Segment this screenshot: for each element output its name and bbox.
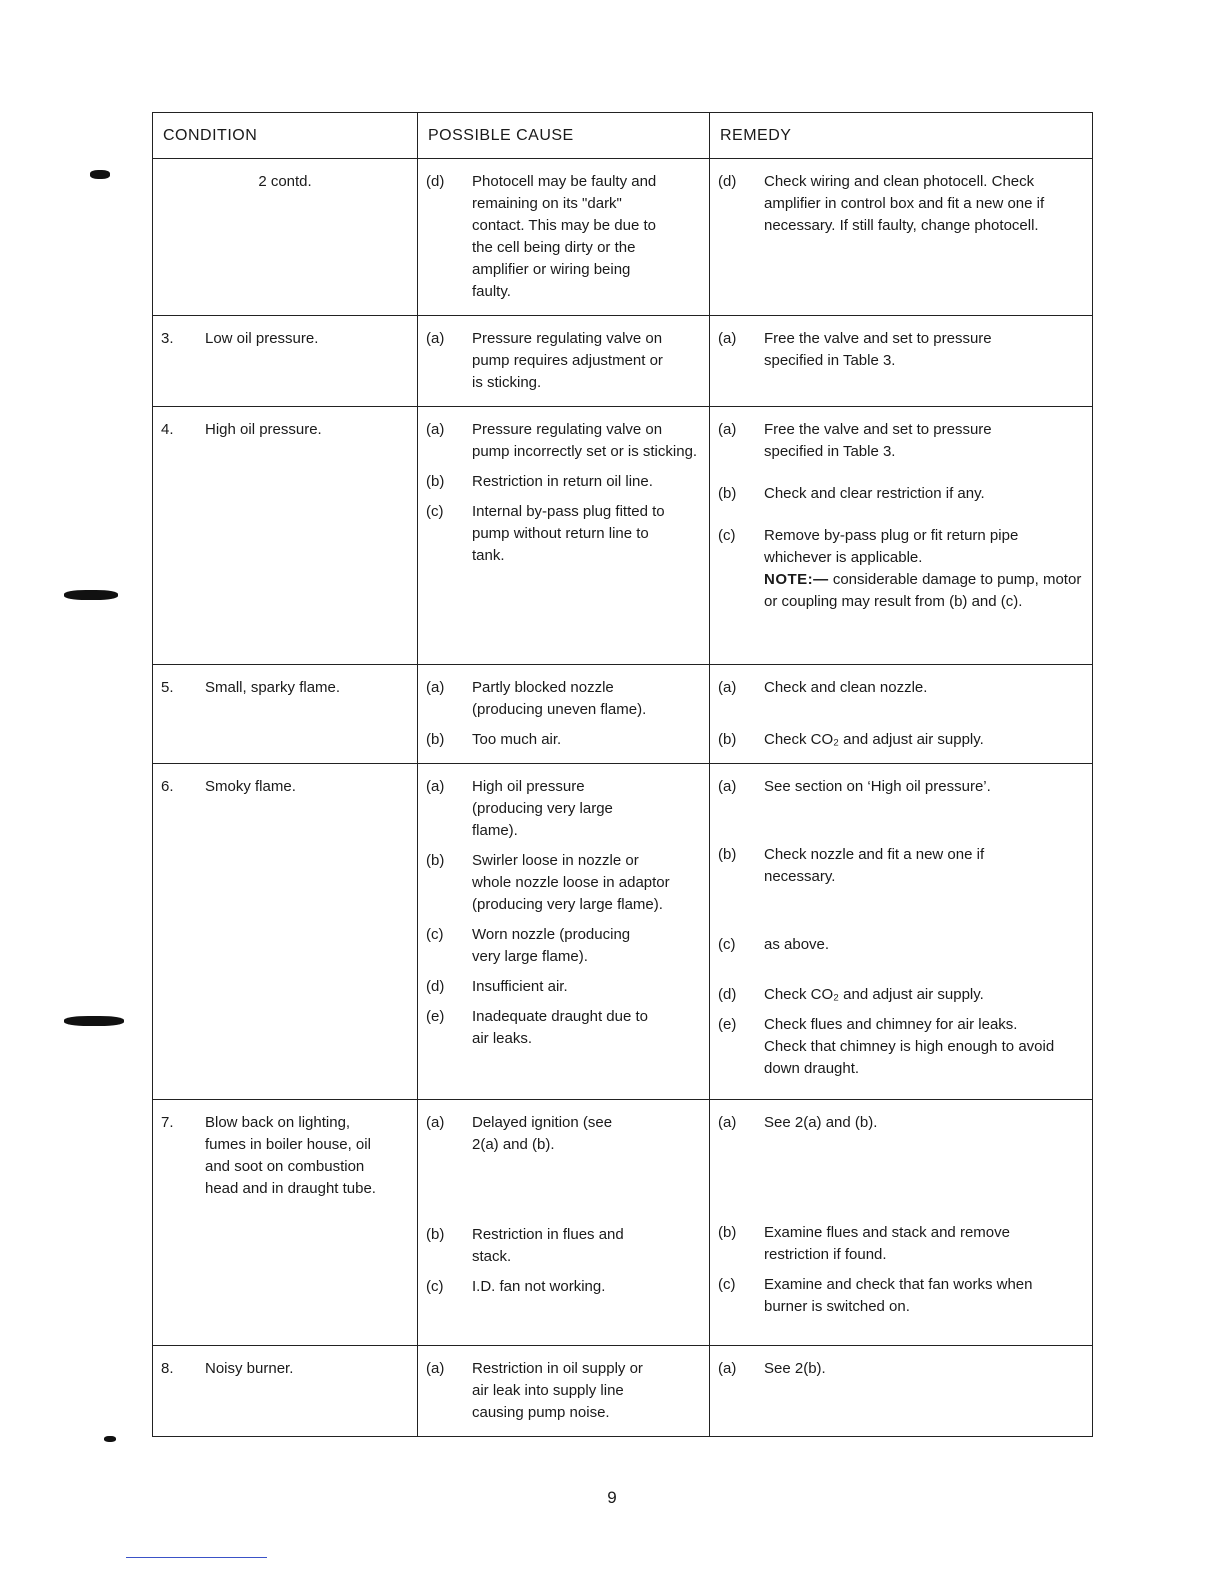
condition-number: 6. bbox=[161, 778, 174, 795]
cause-text: Swirler loose in nozzle or whole nozzle loose in adaptor (producing very large flame). bbox=[472, 852, 670, 913]
cause-item bbox=[426, 924, 701, 968]
condition-number: 3. bbox=[161, 330, 174, 347]
condition-cell bbox=[153, 665, 418, 764]
cause-label: (a) bbox=[426, 421, 445, 438]
condition-text: 2 contd. bbox=[258, 173, 312, 190]
cause-text: Restriction in return oil line. bbox=[472, 473, 653, 490]
cause-cell bbox=[418, 1346, 710, 1437]
cause-text: Insufficient air. bbox=[472, 978, 568, 995]
remedy-item bbox=[718, 1112, 1084, 1134]
remedy-text: Examine and check that fan works when burner is switched on. bbox=[764, 1276, 1033, 1315]
remedy-item bbox=[718, 1274, 1084, 1318]
cause-label: (a) bbox=[426, 679, 445, 696]
remedy-label: (c) bbox=[718, 527, 736, 544]
table-row bbox=[153, 764, 1093, 1100]
cause-cell bbox=[418, 407, 710, 665]
remedy-item bbox=[718, 171, 1084, 237]
remedy-cell bbox=[710, 159, 1093, 316]
cause-label: (b) bbox=[426, 473, 445, 490]
cause-item bbox=[426, 1276, 701, 1298]
condition-number: 4. bbox=[161, 421, 174, 438]
remedy-cell bbox=[710, 665, 1093, 764]
cause-cell bbox=[418, 159, 710, 316]
cause-text: Partly blocked nozzle (producing uneven flame). bbox=[472, 679, 647, 718]
cause-text: Delayed ignition (see 2(a) and (b). bbox=[472, 1114, 613, 1153]
cause-item bbox=[426, 677, 701, 721]
remedy-label: (c) bbox=[718, 936, 736, 953]
cause-item bbox=[426, 328, 701, 394]
remedy-text: Check CO₂ and adjust air supply. bbox=[764, 731, 984, 748]
cause-text: Inadequate draught due to air leaks. bbox=[472, 1008, 648, 1047]
remedy-text: Remove by-pass plug or fit return pipe whichever is applicable. bbox=[764, 527, 1019, 566]
remedy-label: (b) bbox=[718, 846, 737, 863]
condition-cell bbox=[153, 1100, 418, 1346]
remedy-text: Free the valve and set to pressure specified in Table 3. bbox=[764, 421, 992, 460]
remedy-label: (d) bbox=[718, 173, 737, 190]
page-number: 9 bbox=[607, 1488, 617, 1507]
condition-cell bbox=[153, 1346, 418, 1437]
remedy-item bbox=[718, 984, 1084, 1006]
remedy-label: (d) bbox=[718, 986, 737, 1003]
table-row bbox=[153, 665, 1093, 764]
remedy-label: (b) bbox=[718, 1224, 737, 1241]
cause-label: (a) bbox=[426, 1360, 445, 1377]
remedy-label: (a) bbox=[718, 330, 737, 347]
table-row bbox=[153, 316, 1093, 407]
troubleshooting-table bbox=[152, 112, 1093, 1437]
cause-item bbox=[426, 471, 701, 493]
cause-text: I.D. fan not working. bbox=[472, 1278, 606, 1295]
condition-text: High oil pressure. bbox=[205, 421, 322, 438]
remedy-cell bbox=[710, 764, 1093, 1100]
remedy-text: See 2(b). bbox=[764, 1360, 826, 1377]
remedy-item bbox=[718, 677, 1084, 699]
cause-text: Too much air. bbox=[472, 731, 562, 748]
cause-label: (e) bbox=[426, 1008, 445, 1025]
scan-speck bbox=[90, 170, 110, 179]
remedy-item bbox=[718, 776, 1084, 798]
cause-label: (b) bbox=[426, 1226, 445, 1243]
header-condition: CONDITION bbox=[153, 113, 418, 159]
cause-cell bbox=[418, 1100, 710, 1346]
remedy-text: Check nozzle and fit a new one if necessary. bbox=[764, 846, 985, 885]
remedy-cell bbox=[710, 407, 1093, 665]
remedy-text: See section on ‘High oil pressure’. bbox=[764, 778, 991, 795]
cause-item bbox=[426, 1224, 701, 1268]
remedy-item bbox=[718, 934, 1084, 956]
condition-cell bbox=[153, 159, 418, 316]
remedy-text: Free the valve and set to pressure specified in Table 3. bbox=[764, 330, 992, 369]
condition-text: Small, sparky flame. bbox=[205, 679, 341, 696]
remedy-text: as above. bbox=[764, 936, 830, 953]
cause-label: (a) bbox=[426, 778, 445, 795]
remedy-text: Check and clean nozzle. bbox=[764, 679, 928, 696]
cause-label: (a) bbox=[426, 1114, 445, 1131]
cause-label: (d) bbox=[426, 978, 445, 995]
remedy-text: See 2(a) and (b). bbox=[764, 1114, 878, 1131]
table-row bbox=[153, 407, 1093, 665]
remedy-item bbox=[718, 844, 1084, 888]
remedy-text: Check and clear restriction if any. bbox=[764, 485, 985, 502]
condition-cell bbox=[153, 316, 418, 407]
remedy-item bbox=[718, 1014, 1084, 1080]
remedy-item bbox=[718, 729, 1084, 751]
remedy-text: Examine flues and stack and remove restriction if found. bbox=[764, 1224, 1010, 1263]
remedy-cell bbox=[710, 1346, 1093, 1437]
remedy-label: (b) bbox=[718, 731, 737, 748]
cause-text: Photocell may be faulty and remaining on its "dark" contact. This may be due to the cell being dirty or the amplifier or wiring being faulty. bbox=[472, 173, 657, 300]
cause-item bbox=[426, 171, 701, 303]
remedy-label: (e) bbox=[718, 1016, 737, 1033]
cause-text: Restriction in flues and stack. bbox=[472, 1226, 624, 1265]
cause-cell bbox=[418, 665, 710, 764]
note-label: NOTE:— bbox=[764, 571, 829, 588]
remedy-label: (a) bbox=[718, 1114, 737, 1131]
cause-item bbox=[426, 729, 701, 751]
remedy-label: (a) bbox=[718, 679, 737, 696]
condition-number: 8. bbox=[161, 1360, 174, 1377]
cause-cell bbox=[418, 316, 710, 407]
remedy-text: Check wiring and clean photocell. Check amplifier in control box and fit a new one if necessary. If still faulty, change photocell. bbox=[764, 173, 1045, 234]
condition-text: Smoky flame. bbox=[205, 778, 296, 795]
cause-label: (a) bbox=[426, 330, 445, 347]
remedy-label: (a) bbox=[718, 778, 737, 795]
cause-label: (c) bbox=[426, 926, 444, 943]
cause-item bbox=[426, 419, 701, 463]
remedy-item bbox=[718, 328, 1084, 372]
condition-text: Noisy burner. bbox=[205, 1360, 294, 1377]
cause-item bbox=[426, 1358, 701, 1424]
header-possible-cause: POSSIBLE CAUSE bbox=[418, 113, 710, 159]
cause-item bbox=[426, 850, 701, 916]
cause-text: Worn nozzle (producing very large flame). bbox=[472, 926, 631, 965]
remedy-item bbox=[718, 525, 1084, 613]
remedy-text: Check flues and chimney for air leaks. Check that chimney is high enough to avoid down draught. bbox=[764, 1016, 1055, 1077]
note-text: considerable damage to pump, motor or coupling may result from (b) and (c). bbox=[764, 571, 1082, 610]
remedy-item bbox=[718, 483, 1084, 505]
cause-label: (d) bbox=[426, 173, 445, 190]
cause-text: Restriction in oil supply or air leak into supply line causing pump noise. bbox=[472, 1360, 643, 1421]
cause-text: Pressure regulating valve on pump incorrectly set or is sticking. bbox=[472, 421, 698, 460]
cause-label: (b) bbox=[426, 731, 445, 748]
remedy-item bbox=[718, 1222, 1084, 1266]
table-row bbox=[153, 159, 1093, 316]
remedy-text: Check CO₂ and adjust air supply. bbox=[764, 986, 984, 1003]
table-row bbox=[153, 1346, 1093, 1437]
condition-number: 7. bbox=[161, 1114, 174, 1131]
cause-label: (c) bbox=[426, 503, 444, 520]
scan-speck bbox=[64, 1016, 124, 1026]
cause-item bbox=[426, 501, 701, 567]
remedy-cell bbox=[710, 316, 1093, 407]
condition-number: 5. bbox=[161, 679, 174, 696]
scan-speck bbox=[64, 590, 118, 600]
cause-text: Internal by-pass plug fitted to pump without return line to tank. bbox=[472, 503, 665, 564]
cause-label: (b) bbox=[426, 852, 445, 869]
footer-rule bbox=[126, 1557, 267, 1558]
header-remedy: REMEDY bbox=[710, 113, 1093, 159]
table-row bbox=[153, 1100, 1093, 1346]
remedy-label: (c) bbox=[718, 1276, 736, 1293]
remedy-label: (a) bbox=[718, 421, 737, 438]
condition-text: Low oil pressure. bbox=[205, 330, 319, 347]
remedy-item bbox=[718, 419, 1084, 463]
remedy-label: (b) bbox=[718, 485, 737, 502]
remedy-label: (a) bbox=[718, 1360, 737, 1377]
cause-label: (c) bbox=[426, 1278, 444, 1295]
cause-item bbox=[426, 976, 701, 998]
remedy-item bbox=[718, 1358, 1084, 1380]
cause-item bbox=[426, 1112, 701, 1156]
cause-item bbox=[426, 776, 701, 842]
condition-text: Blow back on lighting, fumes in boiler house, oil and soot on combustion head and in draught tube. bbox=[205, 1114, 376, 1197]
cause-text: Pressure regulating valve on pump requires adjustment or is sticking. bbox=[472, 330, 663, 391]
scan-speck bbox=[104, 1436, 116, 1442]
condition-cell bbox=[153, 407, 418, 665]
condition-cell bbox=[153, 764, 418, 1100]
table-header-row bbox=[153, 113, 1093, 159]
cause-cell bbox=[418, 764, 710, 1100]
cause-item bbox=[426, 1006, 701, 1050]
cause-text: High oil pressure (producing very large flame). bbox=[472, 778, 613, 839]
remedy-cell bbox=[710, 1100, 1093, 1346]
